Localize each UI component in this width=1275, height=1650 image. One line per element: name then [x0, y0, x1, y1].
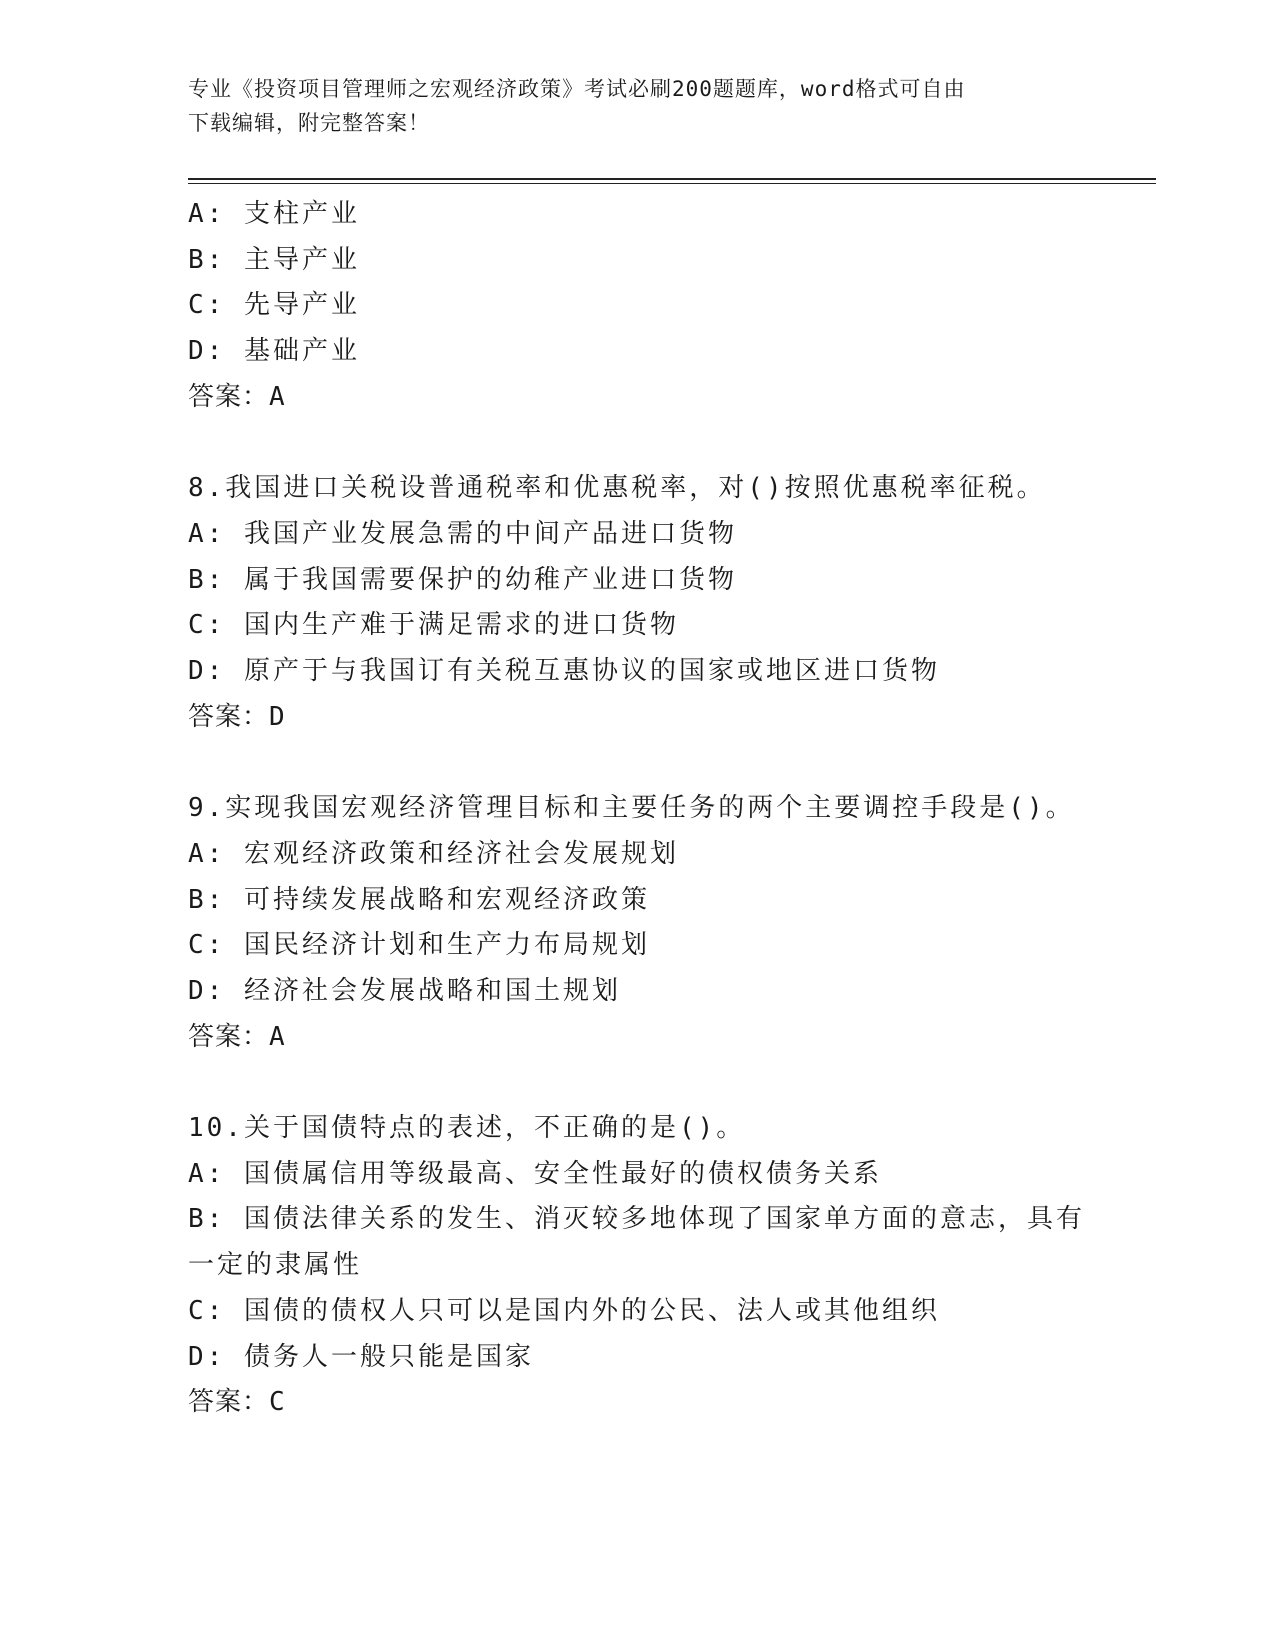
option-a: A: 我国产业发展急需的中间产品进口货物	[188, 518, 737, 549]
option-b: B: 可持续发展战略和宏观经济政策	[188, 884, 650, 915]
spacer	[188, 740, 1148, 786]
answer-label: 答案：	[188, 701, 270, 732]
question-stem: 9.实现我国宏观经济管理目标和主要任务的两个主要调控手段是()。	[188, 793, 1075, 824]
header-line-2: 下载编辑，附完整答案！	[188, 111, 430, 135]
spacer	[188, 421, 1148, 467]
option-a: A: 宏观经济政策和经济社会发展规划	[188, 838, 679, 869]
option-b: B: 主导产业	[188, 244, 360, 275]
answer-value: A	[269, 381, 286, 412]
answer-label: 答案：	[188, 1387, 270, 1418]
answer-line	[188, 1380, 1148, 1426]
option-d: D: 债务人一般只能是国家	[188, 1341, 534, 1372]
document-header	[188, 72, 1148, 140]
question-stem: 10.关于国债特点的表述，不正确的是()。	[188, 1113, 746, 1144]
answer-line	[188, 375, 1148, 421]
option-a: A: 支柱产业	[188, 199, 360, 229]
option-c: C: 国民经济计划和生产力布局规划	[188, 930, 650, 961]
question-10	[188, 1106, 1148, 1426]
question-stem: 8.我国进口关税设普通税率和优惠税率，对()按照优惠税率征税。	[188, 473, 1046, 504]
answer-line	[188, 1015, 1148, 1061]
option-d: D: 经济社会发展战略和国土规划	[188, 975, 621, 1006]
answer-value: C	[269, 1387, 286, 1418]
question-8	[188, 466, 1148, 740]
option-c: C: 国债的债权人只可以是国内外的公民、法人或其他组织	[188, 1295, 940, 1326]
option-c: C: 先导产业	[188, 290, 360, 321]
header-line-1: 专业《投资项目管理师之宏观经济政策》考试必刷200题题库，word格式可自由	[188, 77, 966, 101]
option-d: D: 原产于与我国订有关税互惠协议的国家或地区进口货物	[188, 656, 940, 687]
option-c: C: 国内生产难于满足需求的进口货物	[188, 610, 679, 641]
divider-thin-line	[188, 183, 1156, 184]
spacer	[188, 1060, 1148, 1106]
answer-value: A	[269, 1021, 286, 1052]
divider-thick-line	[188, 178, 1156, 180]
question-7	[188, 192, 1148, 421]
answer-value: D	[269, 701, 286, 732]
option-b: B: 属于我国需要保护的幼稚产业进口货物	[188, 564, 737, 595]
answer-label: 答案：	[188, 1021, 270, 1052]
document-page	[188, 72, 1148, 1426]
answer-line	[188, 695, 1148, 741]
answer-label: 答案：	[188, 381, 270, 412]
option-a: A: 国债属信用等级最高、安全性最好的债权债务关系	[188, 1158, 882, 1189]
option-b: B: 国债法律关系的发生、消灭较多地体现了国家单方面的意志，具有	[188, 1204, 1085, 1235]
header-divider	[188, 178, 1156, 184]
option-d: D: 基础产业	[188, 336, 360, 367]
option-b-continued: 一定的隶属性	[188, 1250, 363, 1281]
question-9	[188, 786, 1148, 1060]
